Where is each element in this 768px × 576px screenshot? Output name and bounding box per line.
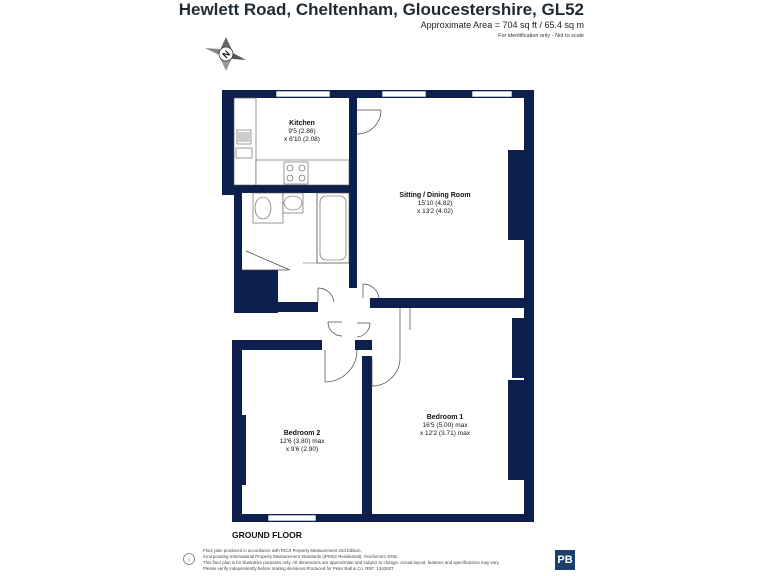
svg-text:N: N [220, 48, 233, 61]
footer-disclaimer [203, 548, 563, 572]
approximate-area: Approximate Area = 704 sq ft / 65.4 sq m [420, 20, 584, 30]
sitting-dining-dim2: x 13'2 (4.02) [417, 208, 453, 215]
compass-icon [205, 37, 246, 71]
bathroom-door [242, 251, 290, 270]
kitchen-name: Kitchen [289, 120, 315, 127]
footer-line1: Floor plan produced in accordance with RICS Property Measurement 2nd Edition, [203, 548, 362, 553]
bedroom2-dim1: 12'6 (3.80) max [279, 438, 325, 445]
walls [222, 90, 534, 522]
floor-label: GROUND FLOOR [232, 530, 302, 540]
footer-line2: Incorporating International Property Measurement Standards (IPMS2 Residential). ©nichecom 2025. [203, 554, 399, 559]
kitchen-label [262, 120, 342, 144]
kitchen-door [357, 110, 381, 134]
svg-text:i: i [188, 557, 190, 564]
bedroom2-label [262, 430, 342, 454]
bedroom1-dim2: x 12'2 (3.71) max [419, 430, 470, 437]
property-title: Hewlett Road, Cheltenham, Gloucestershire, GL52 [178, 0, 584, 19]
identification-note: For identification only - Not to scale [498, 33, 584, 39]
bedroom1-dim1: 16'5 (5.00) max [422, 422, 468, 429]
footer-line4: Please verify independently before making decisions.Produced for Peter Ball & Co. REF: 1342607 [203, 566, 394, 571]
bedroom2-name: Bedroom 2 [283, 430, 321, 437]
sitting-dining-dim1: 15'10 (4.82) [417, 200, 453, 207]
kitchen-dim2: x 6'10 (2.08) [284, 136, 320, 143]
sitting-dining-name: Sitting / Dining Room [399, 192, 471, 199]
bathroom-fixtures [253, 193, 349, 263]
footer-line3: This floor plan is for illustrative purposes only. All dimensions are approximate and subject to change. Actual layout, features and specifications may vary. [203, 560, 500, 565]
bedroom1-name: Bedroom 1 [426, 414, 464, 421]
bedroom1-label [400, 414, 490, 438]
kitchen-dim1: 9'5 (2.86) [288, 128, 316, 135]
bedroom2-dim2: x 9'6 (2.90) [285, 446, 319, 453]
pb-logo: PB [555, 550, 575, 570]
sitting-dining-label [380, 192, 490, 216]
rics-icon [183, 552, 195, 566]
